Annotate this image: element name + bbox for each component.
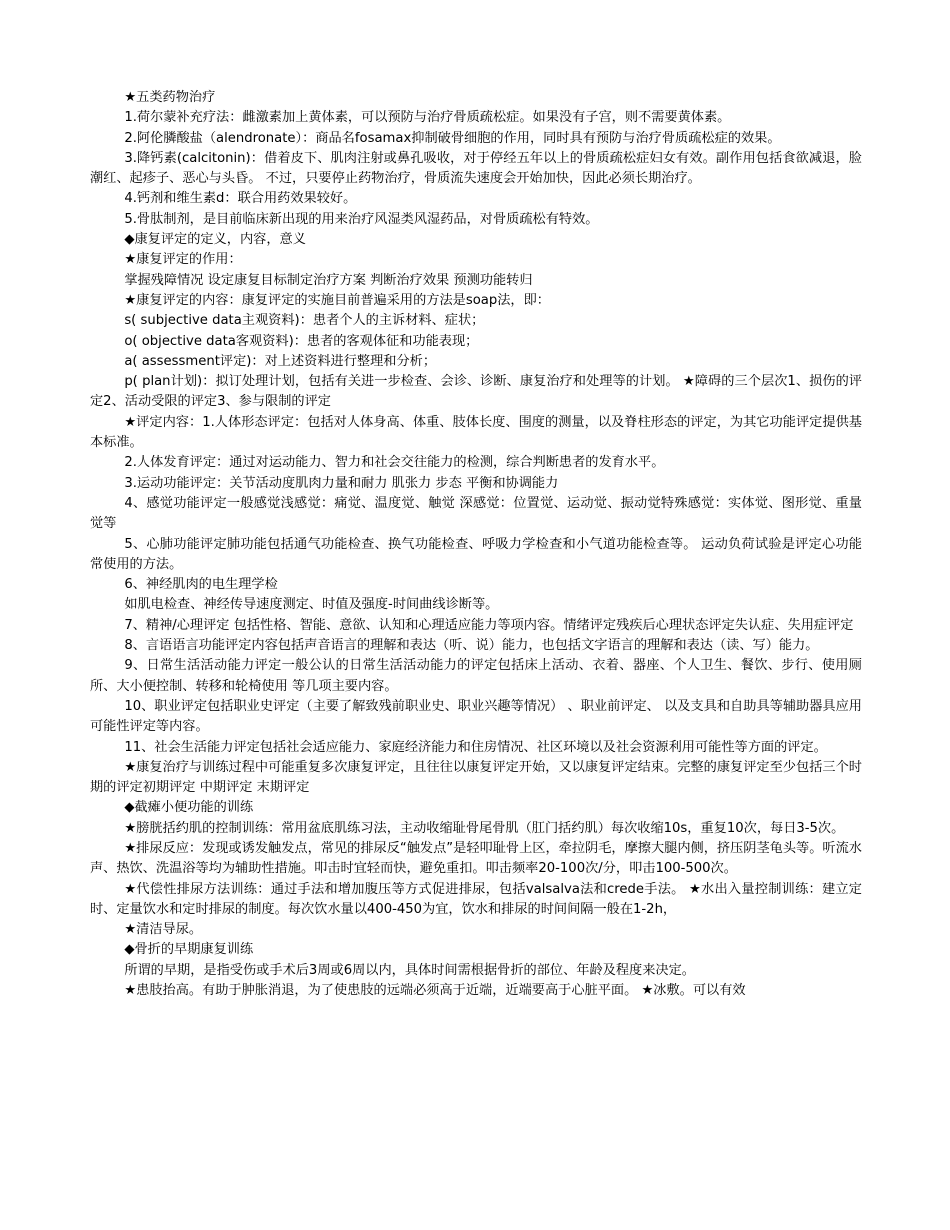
paragraph: 所谓的早期，是指受伤或手术后3周或6周以内，具体时间需根据骨折的部位、年龄及程度来决定。 [124, 962, 695, 978]
paragraph: 10、职业评定包括职业史评定（主要了解致残前职业史、职业兴趣等情况） 、职业前评定、 以及支具和自助具等辅助器具应用可能性评定等内容。 [90, 698, 862, 735]
section-heading: ◆康复评定的定义，内容，意义 [124, 232, 306, 248]
paragraph: ★康复治疗与训练过程中可能重复多次康复评定，且往往以康复评定开始，又以康复评定结束。完整的康复评定至少包括三个时期的评定初期评定 中期评定 末期评定 [90, 759, 862, 796]
paragraph: 5、心肺功能评定肺功能包括通气功能检查、换气功能检查、呼吸力学检查和小气道功能检查等。 运动负荷试验是评定心功能常使用的方法。 [90, 536, 862, 572]
paragraph: 8、言语语言功能评定内容包括声音语言的理解和表达（听、说）能力，也包括文字语言的理解和表达（读、写）能力。 [124, 638, 819, 654]
paragraph: 4.钙剂和维生素d：联合用药效果较好。 [124, 191, 357, 207]
paragraph: 5.骨肽制剂，是目前临床新出现的用来治疗风湿类风湿药品，对骨质疏松有特效。 [124, 211, 599, 227]
paragraph: 3.降钙素(calcitonin)：借着皮下、肌肉注射或鼻孔吸收，对于停经五年以上的骨质疏松症妇女有效。副作用包括食欲减退，脸潮红、起疹子、恶心与头昏。 不过，只要停止药物治疗，骨质流失速度会开始加快，因此必须长期治疗。 [90, 150, 862, 187]
paragraph: ★清洁导尿。 [124, 922, 203, 938]
paragraph: 掌握残障情况 设定康复目标制定治疗方案 判断治疗效果 预测功能转归 [124, 272, 533, 288]
paragraph: ★评定内容：1.人体形态评定：包括对人体身高、体重、肢体长度、围度的测量，以及脊柱形态的评定，为其它功能评定提供基本标准。 [90, 414, 862, 451]
paragraph: ★膀胱括约肌的控制训练：常用盆底肌练习法，主动收缩耻骨尾骨肌（肛门括约肌）每次收缩10s，重复10次，每日3-5次。 [124, 820, 845, 836]
heading-drug-treatment: ★五类药物治疗 [124, 90, 216, 105]
paragraph: ★排尿反应：发现或诱发触发点，常见的排尿反“触发点”是轻叩耻骨上区，牵拉阴毛，摩擦大腿内侧，挤压阴茎龟头等。听流水声、热饮、洗温浴等均为辅助性措施。叩击时宜轻而快，避免重扣。叩击频率20-100次/分，叩击100-500次。 [90, 840, 862, 877]
section-heading: ◆截瘫小便功能的训练 [124, 800, 254, 816]
paragraph: p( plan计划)：拟订处理计划，包括有关进一步检查、会诊、诊断、康复治疗和处理等的计划。 ★障碍的三个层次1、损伤的评定2、活动受限的评定3、参与限制的评定 [90, 374, 862, 410]
paragraph: 2.人体发育评定：通过对运动能力、智力和社会交往能力的检测，综合判断患者的发育水平。 [124, 455, 665, 471]
paragraph: ★代偿性排尿方法训练：通过手法和增加腹压等方式促进排尿，包括valsalva法和crede手法。 ★水出入量控制训练：建立定时、定量饮水和定时排尿的制度。每次饮水量以400-450为宜，饮水和排尿的时间间隔一般在1-2h， [90, 881, 862, 917]
paragraph: 4、感觉功能评定一般感觉浅感觉：痛觉、温度觉、触觉 深感觉：位置觉、运动觉、振动觉特殊感觉：实体觉、图形觉、重量觉等 [90, 495, 862, 532]
paragraph: 7、精神/心理评定 包括性格、智能、意欲、认知和心理适应能力等项内容。情绪评定残疾后心理状态评定失认症、失用症评定 [124, 617, 854, 633]
paragraph: 1.荷尔蒙补充疗法：雌激素加上黄体素，可以预防与治疗骨质疏松症。如果没有子宫，则不需要黄体素。 [124, 110, 731, 126]
section-heading: ◆骨折的早期康复训练 [124, 942, 254, 958]
subheading: ★康复评定的内容：康复评定的实施目前普遍采用的方法是soap法，即： [124, 292, 550, 308]
paragraph: s( subjective data主观资料)：患者个人的主诉材料、症状； [124, 313, 485, 329]
paragraph: a( assessment评定)：对上述资料进行整理和分析； [124, 353, 437, 369]
subheading: ★康复评定的作用： [124, 252, 242, 268]
paragraph: 如肌电检查、神经传导速度测定、时值及强度-时间曲线诊断等。 [124, 597, 499, 613]
paragraph: 3.运动功能评定：关节活动度肌肉力量和耐力 肌张力 步态 平衡和协调能力 [124, 475, 559, 491]
paragraph: 6、神经肌肉的电生理学检 [124, 577, 278, 593]
paragraph: 2.阿伦膦酸盐（alendronate）：商品名fosamax抑制破骨细胞的作用，同时具有预防与治疗骨质疏松症的效果。 [124, 130, 781, 146]
paragraph: 11、社会生活能力评定包括社会适应能力、家庭经济能力和住房情况、社区环境以及社会资源利用可能性等方面的评定。 [124, 739, 827, 755]
paragraph: o( objective data客观资料)：患者的客观体征和功能表现； [124, 333, 479, 349]
paragraph: ★患肢抬高。有助于肿胀消退，为了使患肢的远端必须高于近端，近端要高于心脏平面。 ★冰敷。可以有效 [124, 983, 746, 999]
paragraph: 9、日常生活活动能力评定一般公认的日常生活活动能力的评定包括床上活动、衣着、器座、个人卫生、餐饮、步行、使用厕所、大小便控制、转移和轮椅使用 等几项主要内容。 [90, 658, 862, 694]
